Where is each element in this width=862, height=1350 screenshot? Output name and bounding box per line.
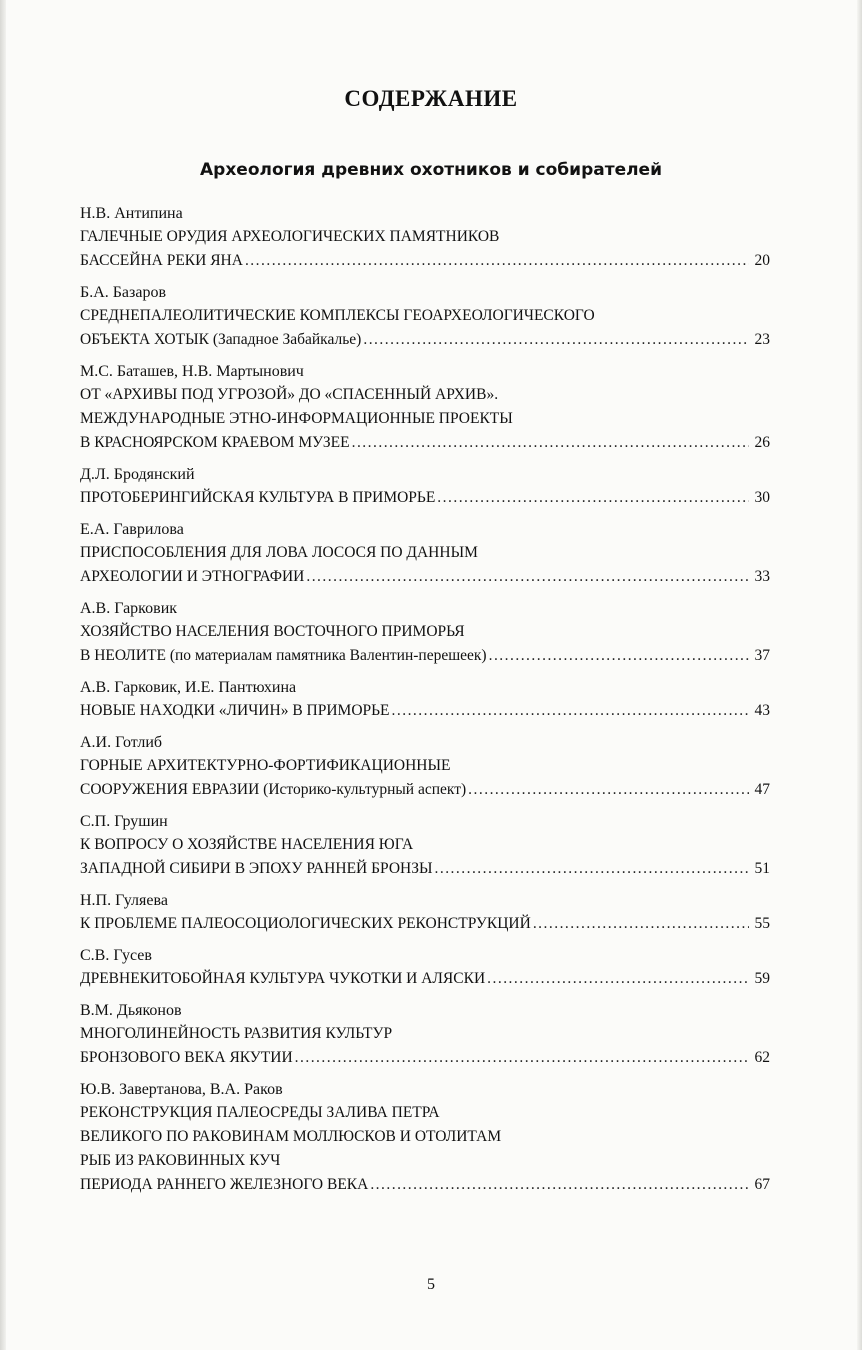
- toc-entry-author: С.В. Гусев: [80, 947, 152, 964]
- toc-entry-title-last-line: [80, 857, 770, 881]
- toc-entry: [80, 360, 770, 455]
- toc-entry-title-text: В НЕОЛИТЕ (по материалам памятника Валентин-перешеек): [80, 647, 487, 664]
- toc-entry: [80, 518, 770, 589]
- toc-entry-title-line: ХОЗЯЙСТВО НАСЕЛЕНИЯ ВОСТОЧНОГО ПРИМОРЬЯ: [80, 623, 465, 640]
- toc-entry-page: 37: [754, 647, 770, 664]
- toc-entry-author: Д.Л. Бродянский: [80, 466, 195, 483]
- dot-leader: [533, 912, 749, 936]
- dot-leader: [306, 565, 749, 589]
- toc-entry-title-last-line: [80, 328, 770, 352]
- toc-entry: [80, 889, 770, 936]
- toc-entry-title-last-line: [80, 565, 770, 589]
- toc-entry-title-last-line: [80, 699, 770, 723]
- toc-entry-title-text: В КРАСНОЯРСКОМ КРАЕВОМ МУЗЕЕ: [80, 434, 350, 451]
- toc-entry-title-text: БАССЕЙНА РЕКИ ЯНА: [80, 252, 243, 269]
- toc-entry-author: Н.В. Антипина: [80, 205, 183, 222]
- toc-entry-title-last-line: [80, 967, 770, 991]
- toc-entry-title-last-line: [80, 249, 770, 273]
- dot-leader: [489, 644, 749, 668]
- toc-entry: [80, 944, 770, 991]
- page-right-edge: [857, 0, 862, 1350]
- toc-entry-author: Б.А. Базаров: [80, 284, 167, 301]
- toc-entry-author: А.В. Гарковик: [80, 600, 178, 617]
- toc-entry: [80, 676, 770, 723]
- toc-entry: [80, 1078, 770, 1197]
- toc-entry-title-line: ПРИСПОСОБЛЕНИЯ ДЛЯ ЛОВА ЛОСОСЯ ПО ДАННЫМ: [80, 544, 478, 561]
- toc-entry-title-text: ДРЕВНЕКИТОБОЙНАЯ КУЛЬТУРА ЧУКОТКИ И АЛЯСКИ: [80, 970, 486, 987]
- toc-entry-title-line: МЕЖДУНАРОДНЫЕ ЭТНО-ИНФОРМАЦИОННЫЕ ПРОЕКТЫ: [80, 410, 513, 427]
- toc-entry-title-text: НОВЫЕ НАХОДКИ «ЛИЧИН» В ПРИМОРЬЕ: [80, 702, 390, 719]
- toc-entry-title-text: К ПРОБЛЕМЕ ПАЛЕОСОЦИОЛОГИЧЕСКИХ РЕКОНСТРУКЦИЙ: [80, 915, 531, 932]
- toc-entry-author: М.С. Баташев, Н.В. Мартынович: [80, 363, 304, 380]
- toc-entry-title-text: АРХЕОЛОГИИ И ЭТНОГРАФИИ: [80, 568, 305, 585]
- dot-leader: [352, 431, 749, 455]
- toc-entry-title-line: СРЕДНЕПАЛЕОЛИТИЧЕСКИЕ КОМПЛЕКСЫ ГЕОАРХЕОЛОГИЧЕСКОГО: [80, 307, 595, 324]
- page-left-edge: [0, 0, 6, 1350]
- page-title: СОДЕРЖАНИЕ: [344, 86, 518, 111]
- toc-entry: [80, 202, 770, 273]
- section-title: Археология древних охотников и собирателей: [200, 160, 662, 180]
- toc-entry: [80, 463, 770, 510]
- toc-entry-title-last-line: [80, 1046, 770, 1070]
- toc-entry-title-line: ВЕЛИКОГО ПО РАКОВИНАМ МОЛЛЮСКОВ И ОТОЛИТАМ: [80, 1128, 502, 1145]
- toc-entry-page: 30: [754, 489, 770, 506]
- toc-entry-title-text: СООРУЖЕНИЯ ЕВРАЗИИ (Историко-культурный аспект): [80, 781, 467, 798]
- toc-entry-title-text: ПЕРИОДА РАННЕГО ЖЕЛЕЗНОГО ВЕКА: [80, 1176, 369, 1193]
- toc-entry: [80, 281, 770, 352]
- dot-leader: [435, 857, 750, 881]
- dot-leader: [363, 328, 749, 352]
- toc-entry: [80, 999, 770, 1070]
- toc-entry-page: 67: [754, 1176, 770, 1193]
- toc-entry-page: 51: [754, 860, 770, 877]
- toc-entry-title-last-line: [80, 1173, 770, 1197]
- dot-leader: [245, 249, 749, 273]
- toc-entry-page: 20: [754, 252, 770, 269]
- toc-entry-page: 43: [754, 702, 770, 719]
- toc-entry-title-line: ГОРНЫЕ АРХИТЕКТУРНО-ФОРТИФИКАЦИОННЫЕ: [80, 757, 451, 774]
- dot-leader: [370, 1173, 749, 1197]
- toc-entry-title-last-line: [80, 778, 770, 802]
- toc-entry-title-line: К ВОПРОСУ О ХОЗЯЙСТВЕ НАСЕЛЕНИЯ ЮГА: [80, 836, 414, 853]
- toc-entry-author: Ю.В. Завертанова, В.А. Раков: [80, 1081, 283, 1098]
- dot-leader: [437, 486, 749, 510]
- toc-entry-page: 33: [754, 568, 770, 585]
- toc-entry: [80, 810, 770, 881]
- toc-entry-title-last-line: [80, 486, 770, 510]
- toc-entry-author: Н.П. Гуляева: [80, 892, 168, 909]
- dot-leader: [295, 1046, 749, 1070]
- toc-entry-title-last-line: [80, 431, 770, 455]
- toc-entry-title-text: ОБЪЕКТА ХОТЫК (Западное Забайкалье): [80, 331, 362, 348]
- toc-entry: [80, 731, 770, 802]
- toc-entry: [80, 597, 770, 668]
- toc-entry-page: 26: [754, 434, 770, 451]
- toc-entry-author: А.В. Гарковик, И.Е. Пантюхина: [80, 679, 297, 696]
- toc-entry-title-line: ГАЛЕЧНЫЕ ОРУДИЯ АРХЕОЛОГИЧЕСКИХ ПАМЯТНИКОВ: [80, 228, 500, 245]
- toc-entry-page: 47: [754, 781, 770, 798]
- table-of-contents: [80, 202, 770, 1205]
- dot-leader: [392, 699, 749, 723]
- toc-entry-author: Е.А. Гаврилова: [80, 521, 184, 538]
- dot-leader: [468, 778, 749, 802]
- toc-entry-author: А.И. Готлиб: [80, 734, 163, 751]
- toc-entry-title-text: БРОНЗОВОГО ВЕКА ЯКУТИИ: [80, 1049, 293, 1066]
- toc-entry-title-line: РЕКОНСТРУКЦИЯ ПАЛЕОСРЕДЫ ЗАЛИВА ПЕТРА: [80, 1104, 440, 1121]
- dot-leader: [487, 967, 749, 991]
- toc-entry-title-last-line: [80, 644, 770, 668]
- page-number: 5: [427, 1276, 435, 1293]
- toc-entry-author: В.М. Дьяконов: [80, 1002, 182, 1019]
- toc-entry-title-text: ПРОТОБЕРИНГИЙСКАЯ КУЛЬТУРА В ПРИМОРЬЕ: [80, 489, 436, 506]
- toc-entry-title-line: МНОГОЛИНЕЙНОСТЬ РАЗВИТИЯ КУЛЬТУР: [80, 1025, 393, 1042]
- toc-entry-page: 62: [754, 1049, 770, 1066]
- toc-entry-title-line: ОТ «АРХИВЫ ПОД УГРОЗОЙ» ДО «СПАСЕННЫЙ АРХИВ».: [80, 386, 499, 403]
- toc-entry-page: 55: [754, 915, 770, 932]
- toc-entry-page: 23: [754, 331, 770, 348]
- toc-entry-title-last-line: [80, 912, 770, 936]
- toc-entry-title-line: РЫБ ИЗ РАКОВИННЫХ КУЧ: [80, 1152, 281, 1169]
- toc-entry-page: 59: [754, 970, 770, 987]
- toc-entry-author: С.П. Грушин: [80, 813, 168, 830]
- toc-entry-title-text: ЗАПАДНОЙ СИБИРИ В ЭПОХУ РАННЕЙ БРОНЗЫ: [80, 860, 433, 877]
